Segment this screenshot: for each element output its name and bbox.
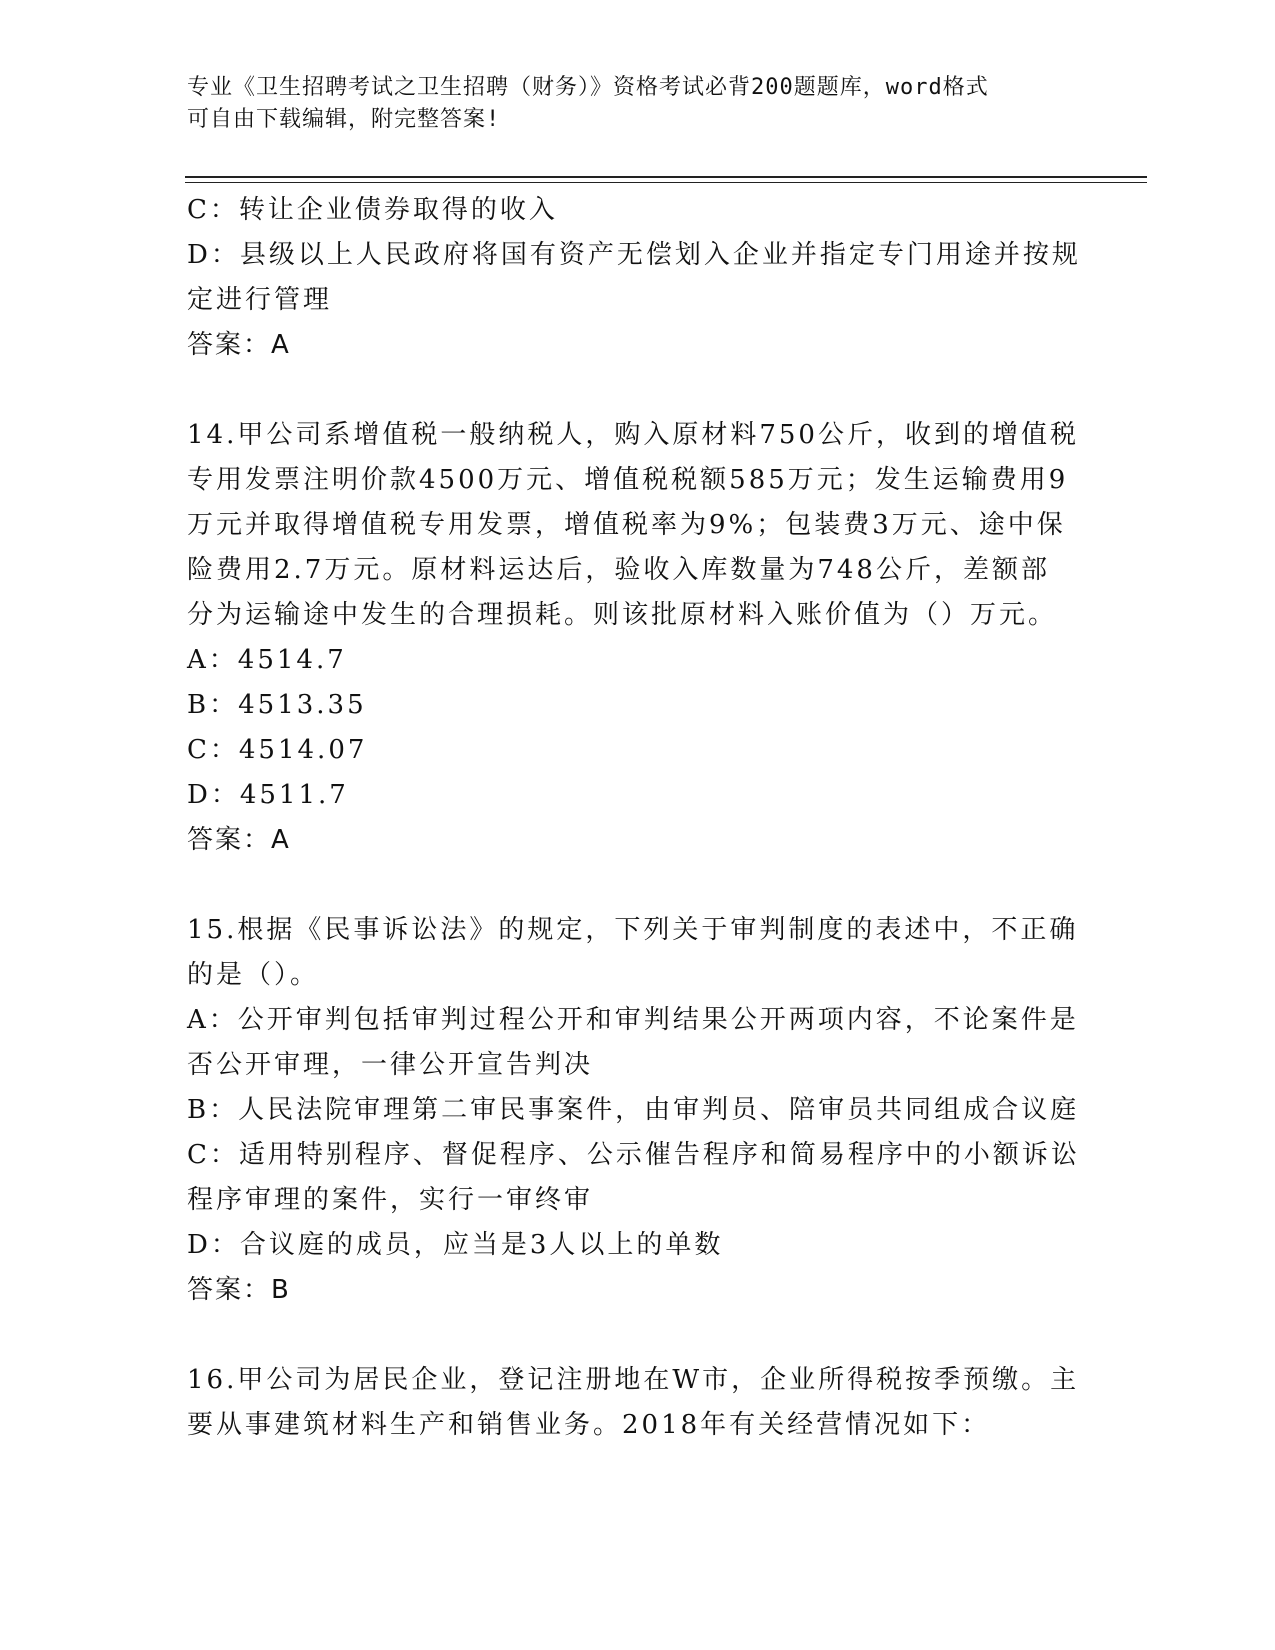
question-stem: 14.甲公司系增值税一般纳税人，购入原材料750公斤，收到的增值税 xyxy=(187,420,1079,450)
spacer xyxy=(187,863,1067,908)
spacer xyxy=(187,1313,1067,1358)
option-d: D：县级以上人民政府将国有资产无偿划入企业并指定专门用途并按规 xyxy=(187,240,1081,270)
option-d: D：合议庭的成员，应当是3人以上的单数 xyxy=(187,1230,724,1260)
option-c-cont: 程序审理的案件，实行一审终审 xyxy=(187,1185,594,1215)
option-a-cont: 否公开审理，一律公开宣告判决 xyxy=(187,1050,594,1080)
spacer xyxy=(187,368,1067,413)
option-c: C：转让企业债券取得的收入 xyxy=(187,195,558,225)
question-content xyxy=(187,188,1081,1448)
option-b: B：4513.35 xyxy=(187,690,367,720)
header-divider-thick xyxy=(185,176,1147,178)
question-stem: 要从事建筑材料生产和销售业务。2018年有关经营情况如下： xyxy=(187,1410,991,1440)
option-d: D：4511.7 xyxy=(187,780,349,810)
answer: 答案：B xyxy=(187,1275,291,1305)
option-d-cont: 定进行管理 xyxy=(187,285,333,315)
question-15 xyxy=(187,908,1080,1313)
question-stem: 的是（）。 xyxy=(187,960,320,990)
option-c: C：4514.07 xyxy=(187,735,368,765)
header-divider-thin xyxy=(185,182,1147,183)
answer: 答案：A xyxy=(187,825,291,855)
option-a: A：公开审判包括审判过程公开和审判结果公开两项内容，不论案件是 xyxy=(187,1005,1079,1035)
question-stem: 专用发票注明价款4500万元、增值税税额585万元；发生运输费用9 xyxy=(187,465,1069,495)
answer: 答案：A xyxy=(187,330,291,360)
option-b: B：人民法院审理第二审民事案件，由审判员、陪审员共同组成合议庭 xyxy=(187,1095,1080,1125)
question-stem: 15.根据《民事诉讼法》的规定，下列关于审判制度的表述中，不正确 xyxy=(187,915,1079,945)
question-stem: 分为运输途中发生的合理损耗。则该批原材料入账价值为（）万元。 xyxy=(187,600,1058,630)
document-header xyxy=(187,72,1067,136)
question-16 xyxy=(187,1358,1080,1448)
question-13-tail xyxy=(187,188,1081,368)
header-line-2: 可自由下载编辑，附完整答案! xyxy=(187,107,501,132)
question-14 xyxy=(187,413,1079,863)
option-c: C：适用特别程序、督促程序、公示催告程序和简易程序中的小额诉讼 xyxy=(187,1140,1080,1170)
question-stem: 险费用2.7万元。原材料运达后，验收入库数量为748公斤，差额部 xyxy=(187,555,1050,585)
question-stem: 16.甲公司为居民企业，登记注册地在W市，企业所得税按季预缴。主 xyxy=(187,1365,1080,1395)
question-stem: 万元并取得增值税专用发票，增值税率为9%；包装费3万元、途中保 xyxy=(187,510,1066,540)
header-line-1: 专业《卫生招聘考试之卫生招聘（财务）》资格考试必背200题题库，word格式 xyxy=(187,75,989,100)
option-a: A：4514.7 xyxy=(187,645,347,675)
